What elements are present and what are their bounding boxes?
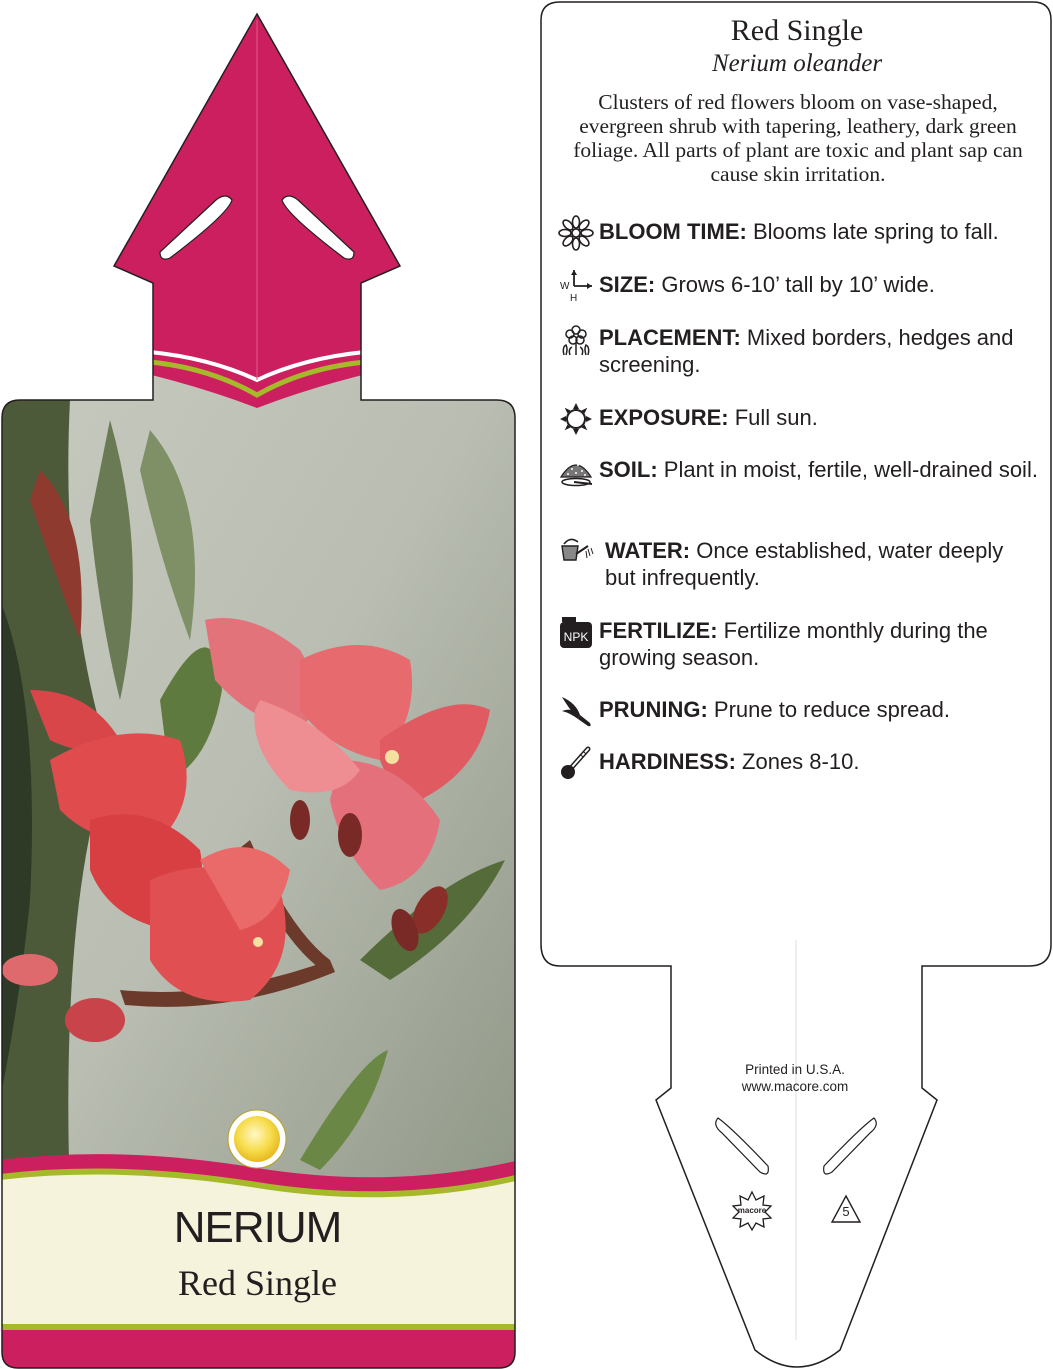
- botanical-name: Nerium oleander: [711, 50, 883, 77]
- care-row-fertilize: [558, 617, 1038, 671]
- garden-plants-icon: [558, 321, 594, 357]
- height-letter: H: [570, 293, 578, 304]
- full-sun-icon: [228, 1110, 286, 1168]
- care-row-soil: [558, 456, 1038, 489]
- placement-value: Mixed borders, hedges and screening.: [599, 325, 1014, 377]
- size-label: SIZE:: [599, 272, 656, 297]
- fertilize-value: Fertilize monthly during the growing season.: [599, 618, 988, 670]
- sun-outline-icon: [558, 401, 594, 437]
- watering-can-icon: [558, 534, 594, 570]
- care-row-size: [558, 271, 1038, 304]
- care-row-pruning: [558, 696, 1038, 729]
- back-plant-title: Red Single: [730, 14, 864, 47]
- website-url: www.macore.com: [741, 1079, 849, 1094]
- care-row-hardiness: [558, 748, 1038, 781]
- soil-mound-icon: [558, 453, 594, 489]
- exposure-value: Full sun.: [734, 405, 818, 430]
- hardiness-value: Zones 8-10.: [742, 749, 860, 774]
- soil-label: SOIL:: [599, 457, 658, 482]
- pruning-shears-icon: [558, 693, 594, 729]
- npk-fertilizer-icon: [558, 614, 594, 650]
- printed-info: [690, 1061, 900, 1095]
- thermometer-icon: [558, 745, 594, 781]
- flower-icon: [558, 215, 594, 251]
- oleander-photo: [0, 340, 520, 1210]
- care-row-bloom-time: [558, 218, 1038, 251]
- soil-value: Plant in moist, fertile, well-drained soil.: [663, 457, 1038, 482]
- fertilize-label: FERTILIZE:: [599, 618, 718, 643]
- npk-text: NPK: [563, 630, 589, 644]
- front-genus-name: NERIUM: [173, 1203, 342, 1252]
- hardiness-label: HARDINESS:: [599, 749, 736, 774]
- bloom-time-label: BLOOM TIME:: [599, 219, 747, 244]
- front-cultivar-name: Red Single: [178, 1263, 337, 1303]
- water-value: Once established, water deeply but infrequently.: [605, 538, 1004, 590]
- recycle-number: 5: [842, 1204, 850, 1219]
- bloom-time-value: Blooms late spring to fall.: [753, 219, 999, 244]
- printed-in-usa: Printed in U.S.A.: [745, 1062, 845, 1077]
- pruning-value: Prune to reduce spread.: [713, 697, 950, 722]
- exposure-label: EXPOSURE:: [599, 405, 729, 430]
- water-label: WATER:: [605, 538, 691, 563]
- placement-label: PLACEMENT:: [599, 325, 741, 350]
- macore-logo-text: macore: [737, 1206, 767, 1215]
- size-value: Grows 6-10’ tall by 10’ wide.: [661, 272, 935, 297]
- top-wave-border: [0, 340, 520, 408]
- size-arrows-icon: [558, 268, 594, 304]
- care-row-exposure: [558, 404, 1038, 437]
- pruning-label: PRUNING:: [599, 697, 708, 722]
- width-letter: W: [560, 281, 570, 292]
- care-row-placement: [558, 324, 1038, 378]
- plant-description: Clusters of red flowers bloom on vase-shaped, evergreen shrub with tapering, leathery, dark green foliage. All parts of plant are toxic and plant sap can cause skin irritation.: [573, 90, 1023, 186]
- care-row-water: [558, 537, 1038, 591]
